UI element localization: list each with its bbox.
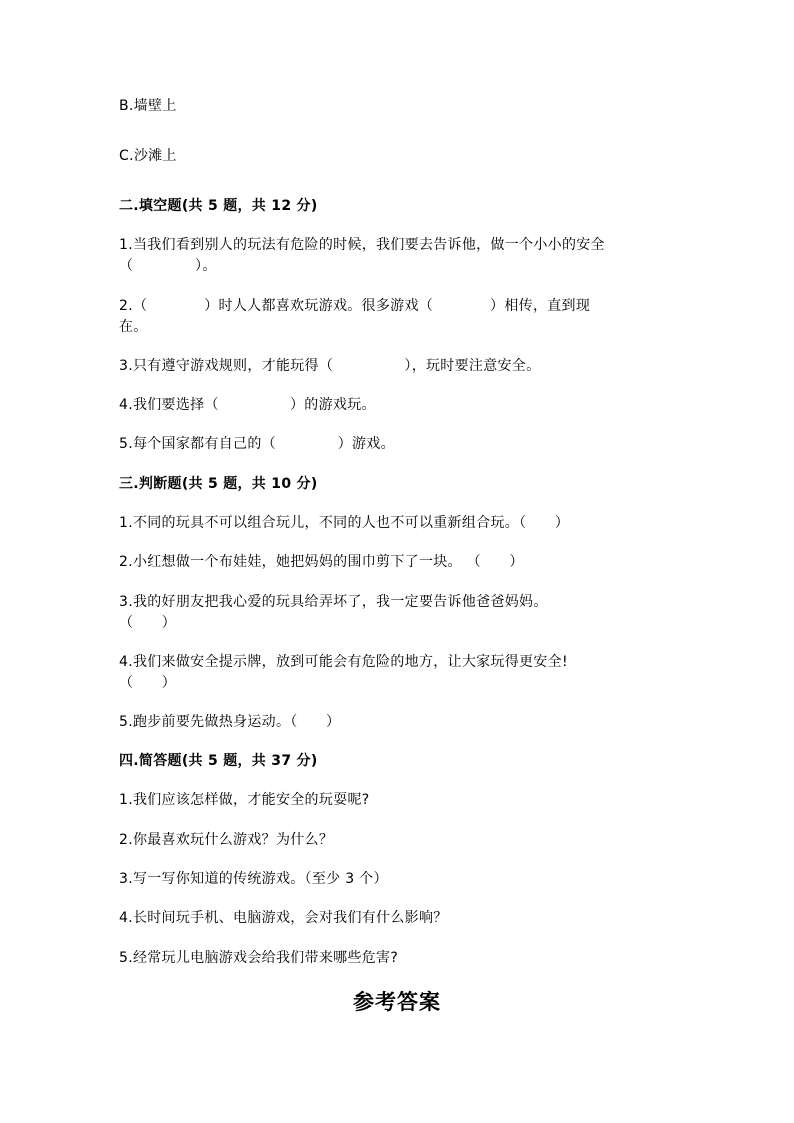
section-heading-fill-blank: 二.填空题(共 5 题，共 12 分) — [119, 198, 318, 214]
option-b: B.墙壁上 — [119, 98, 177, 114]
question-line: （ ） — [119, 615, 177, 631]
question-line: 2.（ ）时人人都喜欢玩游戏。很多游戏（ ）相传，直到现 — [119, 298, 591, 314]
section-heading-short-answer: 四.简答题(共 5 题，共 37 分) — [119, 753, 318, 769]
question-fill-5: 5.每个国家都有自己的（ ）游戏。 — [119, 436, 395, 452]
option-c: C.沙滩上 — [119, 148, 177, 164]
answers-title: 参考答案 — [353, 989, 441, 1014]
question-sa-2: 2.你最喜欢玩什么游戏？为什么？ — [119, 832, 334, 848]
question-tf-5: 5.跑步前要先做热身运动。（ ） — [119, 714, 341, 730]
question-line: 3.我的好朋友把我心爱的玩具给弄坏了，我一定要告诉他爸爸妈妈。 — [119, 594, 548, 610]
question-fill-4: 4.我们要选择（ ）的游戏玩。 — [119, 397, 376, 413]
question-sa-4: 4.长时间玩手机、电脑游戏，会对我们有什么影响？ — [119, 910, 448, 926]
question-line: （ ）。 — [119, 258, 217, 274]
section-heading-true-false: 三.判断题(共 5 题，共 10 分) — [119, 476, 318, 492]
question-sa-5: 5.经常玩儿电脑游戏会给我们带来哪些危害? — [119, 950, 399, 966]
question-tf-1: 1.不同的玩具不可以组合玩儿，不同的人也不可以重新组合玩。（ ） — [119, 515, 570, 531]
question-line: 在。 — [119, 319, 148, 335]
question-fill-3: 3.只有遵守游戏规则，才能玩得（ ），玩时要注意安全。 — [119, 358, 541, 374]
question-sa-1: 1.我们应该怎样做，才能安全的玩耍呢? — [119, 792, 370, 808]
question-line: 1.当我们看到别人的玩法有危险的时候，我们要去告诉他，做一个小小的安全 — [119, 237, 605, 253]
question-line: 4.我们来做安全提示牌，放到可能会有危险的地方，让大家玩得更安全! — [119, 654, 568, 670]
question-line: （ ） — [119, 675, 177, 691]
question-sa-3: 3.写一写你知道的传统游戏。（至少 3 个） — [119, 871, 388, 887]
question-tf-2: 2.小红想做一个布娃娃，她把妈妈的围巾剪下了一块。 （ ） — [119, 554, 524, 570]
